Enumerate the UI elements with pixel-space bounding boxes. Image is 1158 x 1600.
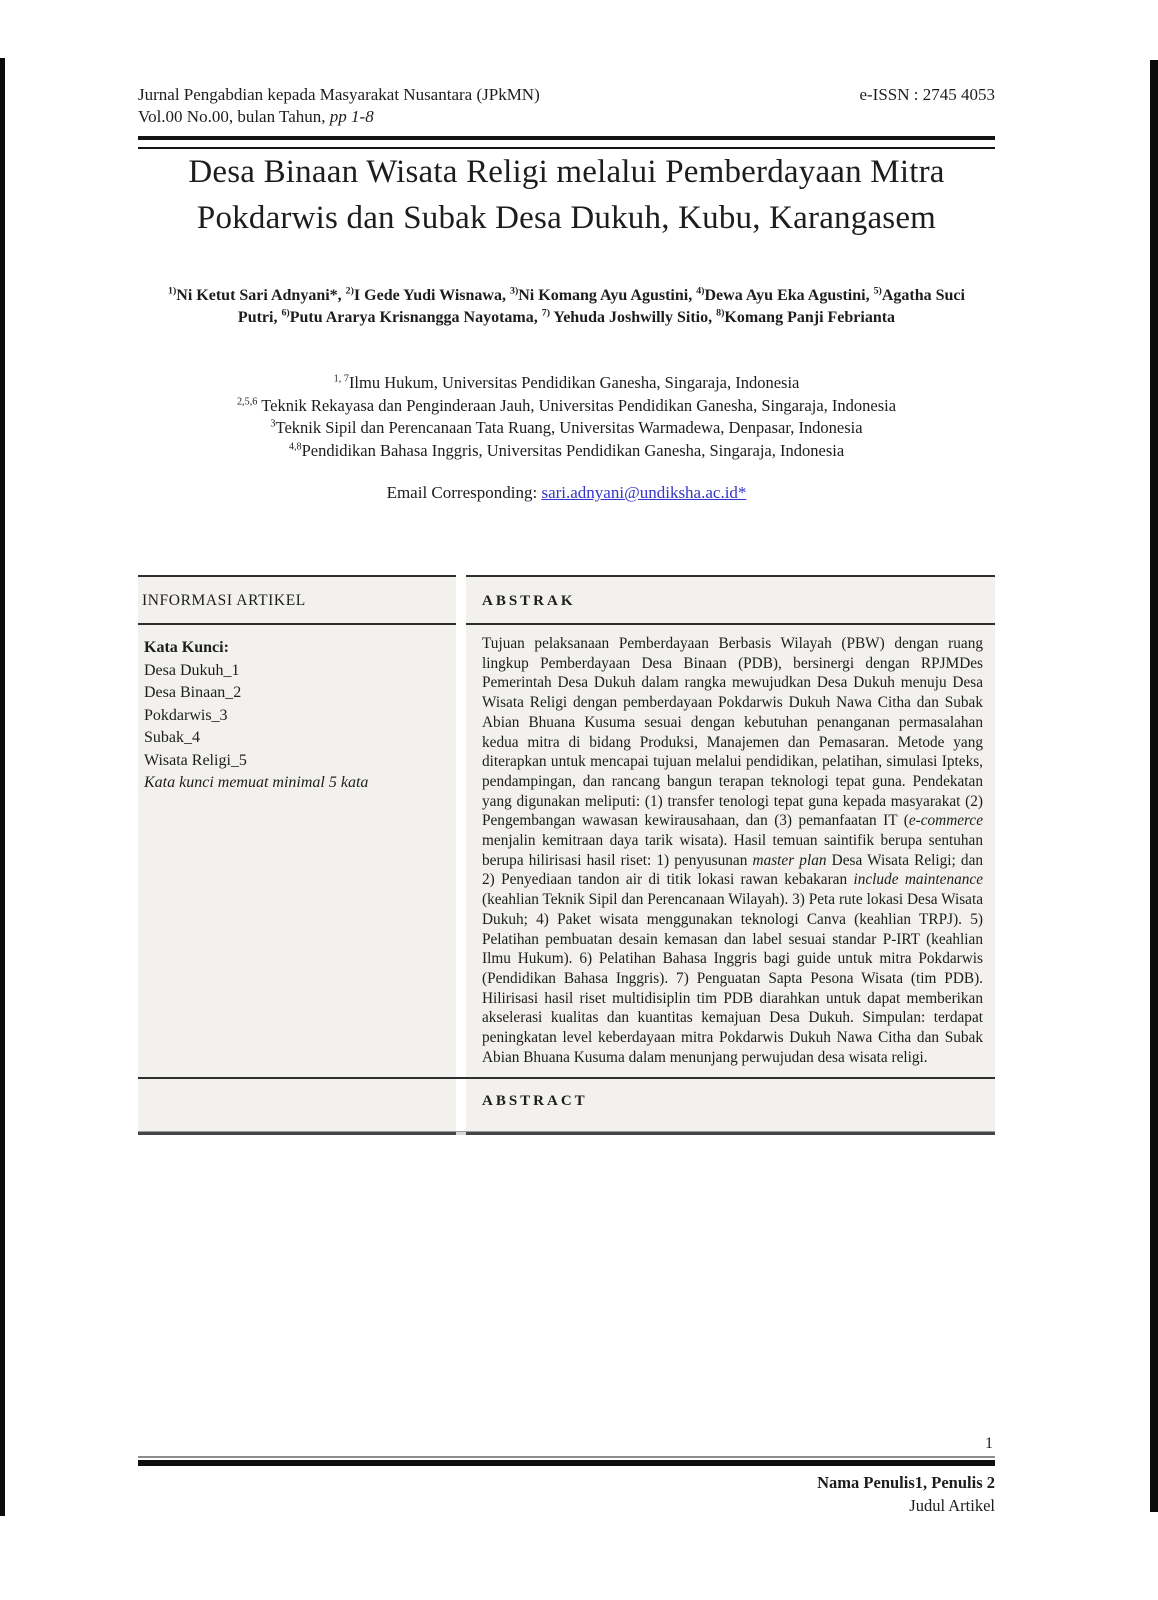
footer-author-placeholder: Nama Penulis1, Penulis 2 [817, 1473, 995, 1492]
keyword-item: Subak_4 [144, 729, 200, 746]
email-link[interactable]: sari.adnyani@undiksha.ac.id* [541, 483, 747, 502]
article-title: Desa Binaan Wisata Religi melalui Pemberdayaan Mitra Pokdarwis dan Subak Desa Dukuh, Kubu, Karangasem [188, 154, 945, 236]
abstract-panel [466, 625, 995, 1077]
scan-edge-left [0, 58, 5, 1516]
header-double-rule [138, 136, 995, 149]
affiliation-list [108, 372, 1025, 462]
keyword-item: Desa Dukuh_1 [144, 661, 240, 679]
scan-edge-right [1150, 60, 1158, 1512]
abstract-header: ABSTRACT [482, 1093, 588, 1110]
abstrak-header: ABSTRAK [482, 593, 576, 609]
running-head [138, 84, 995, 128]
keywords-title: Kata Kunci: [144, 639, 229, 656]
page-number: 1 [985, 1435, 993, 1452]
abstract-english-row [138, 1079, 995, 1131]
table-header-row [138, 577, 995, 623]
affiliation: $^{4,8}$Pendidikan Bahasa Inggris, Universitas Pendidikan Ganesha, Singaraja, Indonesia [288, 440, 845, 460]
page-body [138, 0, 995, 1600]
keyword-item: Pokdarwis_3 [144, 706, 228, 724]
keywords-note: Kata kunci memuat minimal 5 kata [144, 774, 369, 791]
table-body-row [138, 625, 995, 1077]
affiliation: $^3$Teknik Sipil dan Perencanaan Tata Ruang, Universitas Warmadewa, Denpasar, Indonesia [270, 418, 863, 437]
info-artikel-header: INFORMASI ARTIKEL [138, 577, 456, 623]
footer-rule-thin [138, 1456, 995, 1458]
footer-rule-thick [138, 1460, 995, 1466]
author-list: $^{1)}$Ni Ketut Sari Adnyani*, $^{2)}$I Gede Yudi Wisnawa, $^{3)}$Ni Komang Ayu Agustini, $^{4)}$Dewa Ayu Eka Agustini, $^{5)}$Agatha Suci Putri, $^{6)}$Putu Ararya Krisnangga Nayotama, $^{7)}$ Yehuda Joshwilly Sitio, $^{8)}$Komang Panji Febrianta [168, 285, 965, 326]
keywords-panel [138, 625, 456, 1077]
keyword-item: Desa Binaan_2 [144, 684, 242, 701]
eissn: e-ISSN : 2745 4053 [859, 85, 995, 104]
abstract-indonesian: Tujuan pelaksanaan Pemberdayaan Berbasis Wilayah (PBW) dengan ruang lingkup Pemberdayaan Desa Binaan (PDB), bersinergi dengan RPJMDes Pemerintah Desa Dukuh dalam rangka mewujudkan Desa Dukuh menuju Desa Wisata Religi dengan pemberdayaan Pokdarwis Dukuh Nawa Citha dan Subak Abian Bhuana Kusuma sesuai dengan kebutuhan penanganan permasalahan kedua mitra di bidang Produksi, Manajemen dan Pemasaran. Metode yang diterapkan untuk mencapai tujuan melalui pendidikan, pelatihan, simulasi Ipteks, pendampingan, dan rancang bangun terapan teknologi tepat guna. Pendekatan yang digunakan meliputi: (1) transfer tenologi tepat guna kepada masyarakat (2) Pengembangan wawasan kewirausahaan, dan (3) pemanfaatan IT (e-commerce menjalin kemitraan daya tarik wisata). Hasil temuan saintifik berupa sentuhan berupa hilirisasi hasil riset: 1) penyusunan master plan Desa Wisata Religi; dan 2) Penyediaan tandon air di titik lokasi rawan kebakaran include maintenance (keahlian Teknik Sipil dan Perencanaan Wilayah). 3) Peta rute lokasi Desa Wisata Dukuh; 4) Paket wisata menggunakan teknologi Canva (keahlian TRPJ). 5) Pelatihan pembuatan desain kemasan dan label sesuai standar P-IRT (keahlian Ilmu Hukum). 6) Pelatihan Bahasa Inggris bagi guide untuk mitra Pokdarwis (Pendidikan Bahasa Inggris). 7) Penguatan Sapta Pesona Wisata (tim PDB). Hilirisasi hasil riset multidisiplin tim PDB diarahkan untuk dapat memberikan akselerasi kualitas dan kuantitas kemajuan Desa Dukuh. Simpulan: terdapat peningkatan level keberdayaan mitra Pokdarwis Dukuh Nawa Citha dan Subak Abian Bhuana Kusuma dalam menunjang perwujudan desa wisata religi. [482, 635, 984, 1066]
keyword-item: Wisata Religi_5 [144, 751, 247, 769]
volume-text: Vol.00 No.00, bulan Tahun, [138, 107, 330, 126]
email-line [138, 483, 995, 503]
article-info-table [138, 575, 995, 1135]
journal-info [138, 84, 540, 128]
email-label: Email Corresponding: [386, 483, 542, 502]
journal-volume-line [138, 106, 540, 128]
page-footer [138, 1434, 995, 1517]
affiliation: $^{1, 7}$Ilmu Hukum, Universitas Pendidikan Ganesha, Singaraja, Indonesia [333, 373, 800, 392]
page-range: pp 1-8 [329, 107, 374, 126]
affiliation: $^{2,5,6}$ Teknik Rekayasa dan Penginderaan Jauh, Universitas Pendidikan Ganesha, Singaraja, Indonesia [236, 395, 897, 415]
table-bottom-rule [138, 1131, 995, 1135]
footer-title-placeholder: Judul Artikel [909, 1496, 995, 1515]
journal-name: Jurnal Pengabdian kepada Masyarakat Nusantara (JPkMN) [138, 85, 540, 104]
